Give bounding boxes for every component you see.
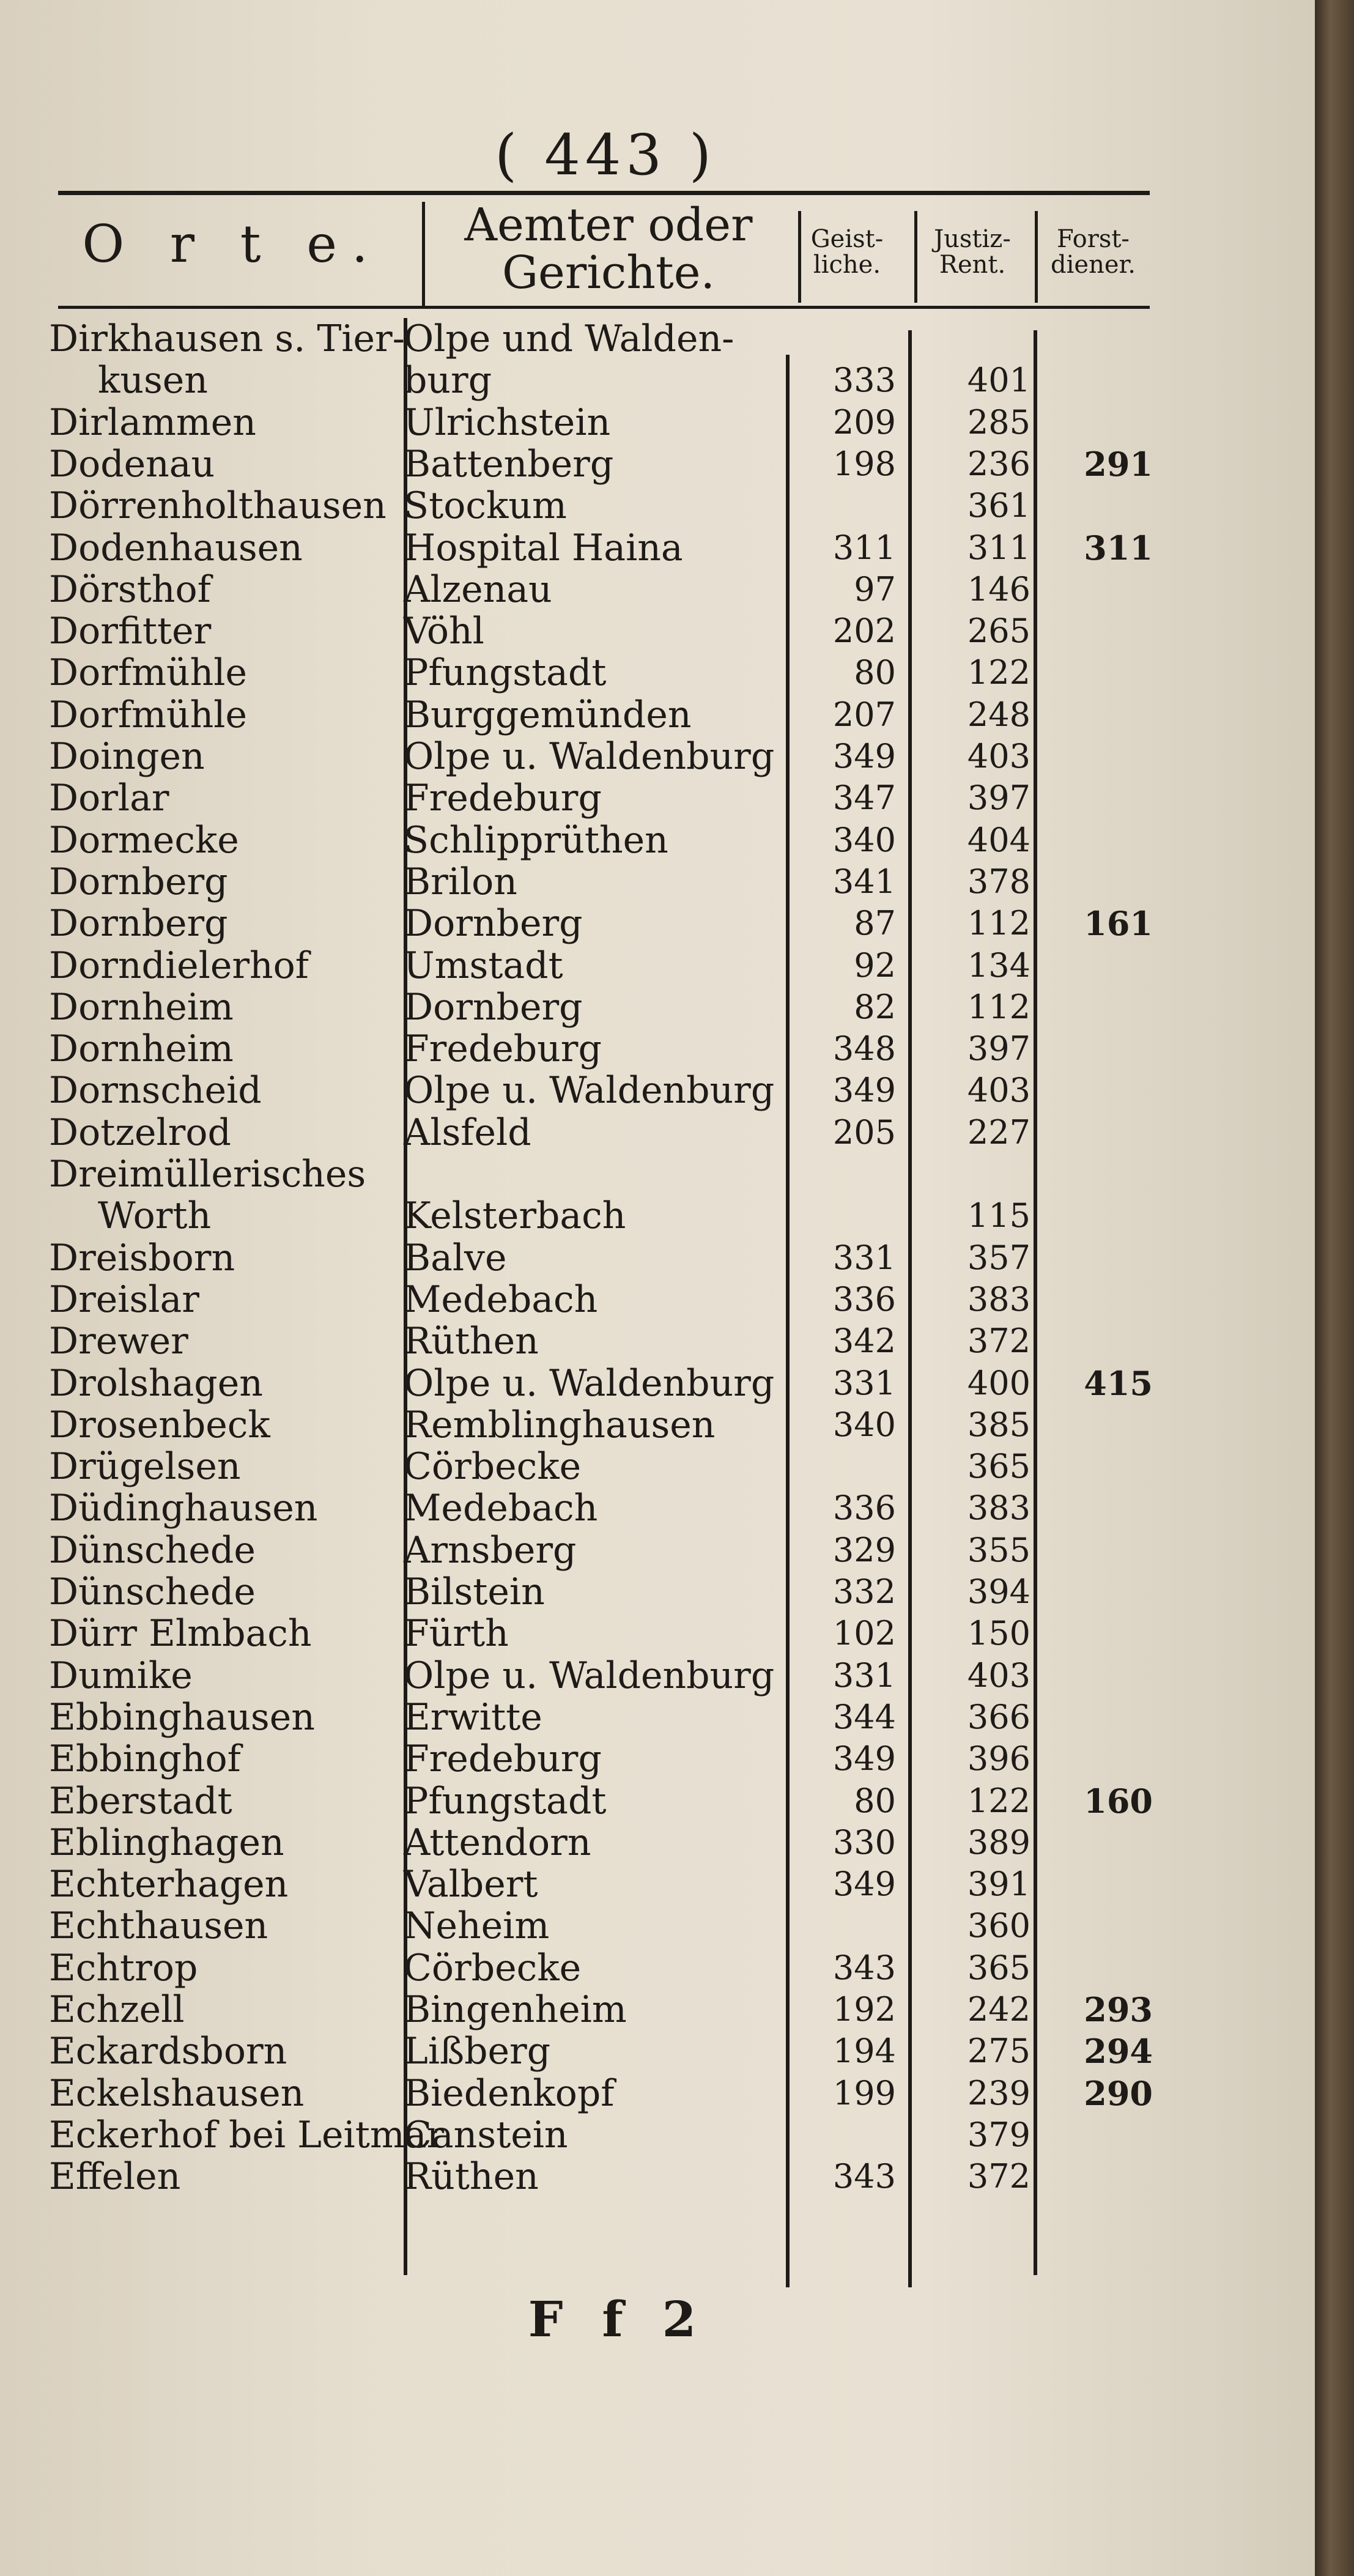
- justiz-page: 236: [967, 444, 1030, 483]
- justiz-page: 275: [967, 2032, 1030, 2071]
- geistliche-page: 343: [832, 1948, 896, 1987]
- justiz-page: 242: [967, 1990, 1030, 2029]
- geistliche-page: 92: [854, 946, 896, 985]
- header-divider: [1035, 211, 1038, 303]
- office-name: Olpe u. Waldenburg: [404, 735, 775, 778]
- table-row: [0, 2156, 1315, 2197]
- place-name: Dornberg: [49, 902, 228, 946]
- place-name: Dünschede: [49, 1528, 256, 1572]
- office-name: Attendorn: [404, 1821, 591, 1864]
- geistliche-page: 349: [832, 1071, 896, 1110]
- forst-page: 161: [1084, 904, 1153, 944]
- office-name: Dornberg: [404, 985, 583, 1029]
- place-name: Dorfmühle: [49, 693, 247, 736]
- header-bottom-rule: [58, 306, 1150, 309]
- place-name: Dürr Elmbach: [49, 1612, 312, 1656]
- justiz-page: 372: [967, 1322, 1030, 1361]
- geistliche-page: 194: [832, 2032, 896, 2071]
- office-name: Valbert: [404, 1863, 538, 1906]
- office-name: Remblinghausen: [404, 1403, 716, 1446]
- justiz-page: 372: [967, 2157, 1030, 2196]
- justiz-page: 383: [967, 1489, 1030, 1528]
- table-row: [0, 1905, 1315, 1947]
- table-row: [0, 569, 1315, 610]
- table-row: [0, 610, 1315, 652]
- justiz-page: 366: [967, 1697, 1030, 1736]
- office-name: Olpe u. Waldenburg: [404, 1654, 775, 1697]
- place-name: Echtrop: [49, 1946, 198, 1989]
- place-name: Worth: [98, 1194, 212, 1238]
- place-name: Dotzelrod: [49, 1111, 231, 1154]
- office-name: Alzenau: [404, 568, 552, 611]
- justiz-page: 385: [967, 1405, 1030, 1444]
- office-name: Pfungstadt: [404, 1779, 607, 1823]
- justiz-page: 383: [967, 1279, 1030, 1319]
- geistliche-page: 349: [832, 737, 896, 775]
- office-name: Arnsberg: [404, 1528, 577, 1572]
- justiz-page: 122: [967, 653, 1030, 692]
- justiz-page: 360: [967, 1906, 1030, 1945]
- place-name: Dreisborn: [49, 1236, 235, 1279]
- forst-page: 291: [1084, 444, 1153, 484]
- header-divider: [422, 202, 425, 306]
- forst-page: 294: [1084, 2032, 1153, 2071]
- table-row: [0, 2114, 1315, 2156]
- justiz-page: 285: [967, 402, 1030, 442]
- place-name: Dormecke: [49, 818, 239, 862]
- table-row: [0, 861, 1315, 903]
- header-divider: [798, 211, 801, 303]
- place-name: Dorfitter: [49, 610, 212, 653]
- place-name: Echzell: [49, 1988, 185, 2031]
- place-name: Drewer: [49, 1320, 188, 1363]
- place-name: Dörrenholthausen: [49, 484, 387, 528]
- justiz-page: 379: [967, 2115, 1030, 2154]
- justiz-page: 403: [967, 737, 1030, 775]
- geistliche-page: 340: [832, 820, 896, 859]
- justiz-page: 403: [967, 1656, 1030, 1695]
- office-name: Rüthen: [404, 1320, 539, 1363]
- office-name: Rüthen: [404, 2155, 539, 2199]
- place-name: Düdinghausen: [49, 1487, 318, 1530]
- place-name: Dornheim: [49, 985, 234, 1029]
- table-row: [0, 485, 1315, 527]
- table-row: [0, 1989, 1315, 2030]
- geistliche-page: 80: [854, 1781, 896, 1820]
- geistliche-page: 349: [832, 1865, 896, 1904]
- justiz-page: 265: [967, 612, 1030, 651]
- table-row: [0, 1112, 1315, 1153]
- geistliche-page: 347: [832, 779, 896, 818]
- geistliche-page: 348: [832, 1029, 896, 1068]
- justiz-page: 355: [967, 1530, 1030, 1569]
- office-name: Battenberg: [404, 442, 614, 486]
- place-name: Echterhagen: [49, 1863, 289, 1906]
- place-name: Dornscheid: [49, 1069, 262, 1112]
- geistliche-page: 102: [832, 1614, 896, 1653]
- geistliche-page: 336: [832, 1489, 896, 1528]
- column-header-justiz: Justiz-Rent.: [934, 225, 1011, 279]
- justiz-page: 134: [967, 946, 1030, 985]
- geistliche-page: 349: [832, 1739, 896, 1778]
- office-name: Bingenheim: [404, 1988, 627, 2031]
- table-row: [0, 652, 1315, 694]
- office-name: Balve: [404, 1236, 507, 1279]
- office-name: Erwitte: [404, 1695, 542, 1739]
- geistliche-page: 80: [854, 653, 896, 692]
- place-name: Dreislar: [49, 1278, 199, 1321]
- forst-page: 290: [1084, 2073, 1153, 2113]
- forst-page: 311: [1084, 528, 1153, 568]
- office-name: Fredeburg: [404, 1738, 602, 1781]
- place-name: Dodenau: [49, 442, 215, 486]
- place-name: Dumike: [49, 1654, 193, 1697]
- justiz-page: 391: [967, 1865, 1030, 1904]
- geistliche-page: 207: [832, 695, 896, 734]
- justiz-page: 378: [967, 862, 1030, 901]
- table-row: [0, 1697, 1315, 1738]
- signature-mark: F f 2: [528, 2290, 708, 2348]
- place-name: Dreimüllerisches: [49, 1153, 366, 1196]
- place-name: Doingen: [49, 735, 205, 778]
- justiz-page: 403: [967, 1071, 1030, 1110]
- table-row: [0, 1571, 1315, 1613]
- table-row: [0, 1864, 1315, 1905]
- table-row: [0, 1487, 1315, 1529]
- geistliche-page: 344: [832, 1697, 896, 1736]
- geistliche-page: 329: [832, 1530, 896, 1569]
- table-row: [0, 945, 1315, 986]
- geistliche-page: 340: [832, 1405, 896, 1444]
- column-header-aemter: Aemter oder Gerichte.: [464, 199, 753, 299]
- table-row: [0, 1320, 1315, 1362]
- office-name: Bilstein: [404, 1571, 545, 1613]
- justiz-page: 150: [967, 1614, 1030, 1653]
- geistliche-page: 331: [832, 1238, 896, 1277]
- column-header-geistliche: Geist-liche.: [810, 225, 884, 279]
- office-name: burg: [404, 359, 492, 402]
- justiz-page: 112: [967, 987, 1030, 1026]
- justiz-page: 404: [967, 820, 1030, 859]
- table-row: [0, 1404, 1315, 1446]
- place-name: Eckelshausen: [49, 2071, 305, 2115]
- forst-page: 293: [1084, 1990, 1153, 2029]
- header-divider: [914, 211, 917, 303]
- justiz-page: 248: [967, 695, 1030, 734]
- place-name: Dorndielerhof: [49, 944, 309, 987]
- place-name: Dornberg: [49, 860, 228, 903]
- geistliche-page: 330: [832, 1823, 896, 1862]
- geistliche-page: 311: [832, 528, 896, 567]
- justiz-page: 311: [967, 528, 1030, 567]
- geistliche-page: 198: [832, 444, 896, 483]
- justiz-page: 361: [967, 486, 1030, 525]
- place-name: Eckardsborn: [49, 2030, 287, 2073]
- place-name: Eblinghagen: [49, 1821, 284, 1864]
- table-row: [0, 1363, 1315, 1404]
- office-name: Fredeburg: [404, 777, 602, 820]
- office-name: Alsfeld: [404, 1111, 531, 1154]
- geistliche-page: 342: [832, 1322, 896, 1361]
- table-row: [0, 986, 1315, 1028]
- justiz-page: 227: [967, 1112, 1030, 1152]
- table-row: [0, 1070, 1315, 1111]
- office-name: Lißberg: [404, 2030, 551, 2073]
- place-name: Dirkhausen s. Tier-: [49, 317, 405, 360]
- place-name: Dirlammen: [49, 401, 256, 444]
- table-row: [0, 1780, 1315, 1822]
- place-name: Ebbinghof: [49, 1738, 241, 1781]
- place-name: Effelen: [49, 2155, 181, 2199]
- book-spine: [1315, 0, 1354, 2576]
- table-row: [0, 1237, 1315, 1279]
- table-row: [0, 903, 1315, 944]
- geistliche-page: 332: [832, 1572, 896, 1611]
- justiz-page: 401: [967, 361, 1030, 400]
- office-name: Olpe u. Waldenburg: [404, 1069, 775, 1112]
- office-name: Neheim: [404, 1904, 550, 1948]
- table-row: [0, 360, 1315, 401]
- forst-page: 160: [1084, 1781, 1153, 1821]
- geistliche-page: 331: [832, 1363, 896, 1402]
- table-row: [0, 1822, 1315, 1864]
- office-name: Schlipprüthen: [404, 818, 668, 862]
- office-name: Cörbecke: [404, 1946, 582, 1989]
- geistliche-page: 343: [832, 2157, 896, 2196]
- office-name: Brilon: [404, 860, 517, 903]
- justiz-page: 146: [967, 569, 1030, 609]
- office-name: Cörbecke: [404, 1445, 582, 1489]
- table-row: [0, 1947, 1315, 1989]
- office-name: Olpe und Walden-: [404, 317, 734, 360]
- table-row: [0, 443, 1315, 485]
- geistliche-page: 82: [854, 987, 896, 1026]
- justiz-page: 397: [967, 779, 1030, 818]
- header-top-rule: [58, 191, 1150, 195]
- place-name: Echthausen: [49, 1904, 268, 1948]
- justiz-page: 365: [967, 1948, 1030, 1987]
- place-name: Eberstadt: [49, 1779, 232, 1823]
- justiz-page: 400: [967, 1363, 1030, 1402]
- justiz-page: 396: [967, 1739, 1030, 1778]
- geistliche-page: 87: [854, 904, 896, 943]
- geistliche-page: 341: [832, 862, 896, 901]
- justiz-page: 389: [967, 1823, 1030, 1862]
- place-name: Drügelsen: [49, 1445, 241, 1489]
- justiz-page: 365: [967, 1447, 1030, 1486]
- table-row: [0, 2030, 1315, 2072]
- geistliche-page: 199: [832, 2073, 896, 2112]
- place-name: Ebbinghausen: [49, 1695, 315, 1739]
- place-name: Drolshagen: [49, 1361, 263, 1405]
- office-name: Medebach: [404, 1487, 598, 1530]
- justiz-page: 122: [967, 1781, 1030, 1820]
- place-name: Dodenhausen: [49, 526, 303, 569]
- office-name: Dornberg: [404, 902, 583, 946]
- justiz-page: 357: [967, 1238, 1030, 1277]
- office-name: Canstein: [404, 2113, 568, 2156]
- office-name: Burggemünden: [404, 693, 692, 736]
- table-row: [0, 694, 1315, 736]
- geistliche-page: 97: [854, 569, 896, 609]
- table-row: [0, 1446, 1315, 1487]
- office-name: Fredeburg: [404, 1027, 602, 1071]
- justiz-page: 115: [967, 1196, 1030, 1235]
- office-name: Hospital Haina: [404, 526, 683, 569]
- place-name: Dorfmühle: [49, 651, 247, 695]
- geistliche-page: 333: [832, 361, 896, 400]
- table-row: [0, 1028, 1315, 1070]
- justiz-page: 397: [967, 1029, 1030, 1068]
- table-row: [0, 1153, 1315, 1195]
- office-name: Ulrichstein: [404, 401, 611, 444]
- place-name: Dornheim: [49, 1027, 234, 1071]
- office-name: Pfungstadt: [404, 651, 607, 695]
- table-row: [0, 2073, 1315, 2114]
- table-row: [0, 736, 1315, 777]
- office-name: Vöhl: [404, 610, 484, 653]
- place-name: Dorlar: [49, 777, 169, 820]
- office-name: Kelsterbach: [404, 1194, 626, 1238]
- table-row: [0, 527, 1315, 569]
- office-name: Olpe u. Waldenburg: [404, 1361, 775, 1405]
- table-row: [0, 1655, 1315, 1697]
- table-row: [0, 402, 1315, 443]
- table-row: [0, 820, 1315, 861]
- place-name: Dörsthof: [49, 568, 211, 611]
- geistliche-page: 192: [832, 1990, 896, 2029]
- table-row: [0, 1279, 1315, 1320]
- justiz-page: 394: [967, 1572, 1030, 1611]
- table-row: [0, 1613, 1315, 1654]
- office-name: Medebach: [404, 1278, 598, 1321]
- table-row: [0, 777, 1315, 819]
- geistliche-page: 202: [832, 612, 896, 651]
- table-row: [0, 1195, 1315, 1237]
- office-name: Umstadt: [404, 944, 563, 987]
- office-name: Biedenkopf: [404, 2071, 615, 2115]
- page-number: ( 443 ): [495, 122, 716, 188]
- geistliche-page: 209: [832, 402, 896, 442]
- column-header-orte: O r t e.: [82, 214, 383, 274]
- place-name: Drosenbeck: [49, 1403, 270, 1446]
- geistliche-page: 331: [832, 1656, 896, 1695]
- geistliche-page: 205: [832, 1112, 896, 1152]
- forst-page: 415: [1084, 1363, 1153, 1403]
- justiz-page: 112: [967, 904, 1030, 943]
- justiz-page: 239: [967, 2073, 1030, 2112]
- office-name: Stockum: [404, 484, 567, 528]
- geistliche-page: 336: [832, 1279, 896, 1319]
- place-name: kusen: [98, 359, 208, 402]
- place-name: Eckerhof bei Leitmar: [49, 2113, 445, 2156]
- table-row: [0, 1738, 1315, 1780]
- table-row: [0, 1530, 1315, 1571]
- column-header-forst: Forst-diener.: [1051, 225, 1136, 279]
- office-name: Fürth: [404, 1612, 509, 1656]
- table-row: [0, 318, 1315, 360]
- place-name: Dünschede: [49, 1571, 256, 1613]
